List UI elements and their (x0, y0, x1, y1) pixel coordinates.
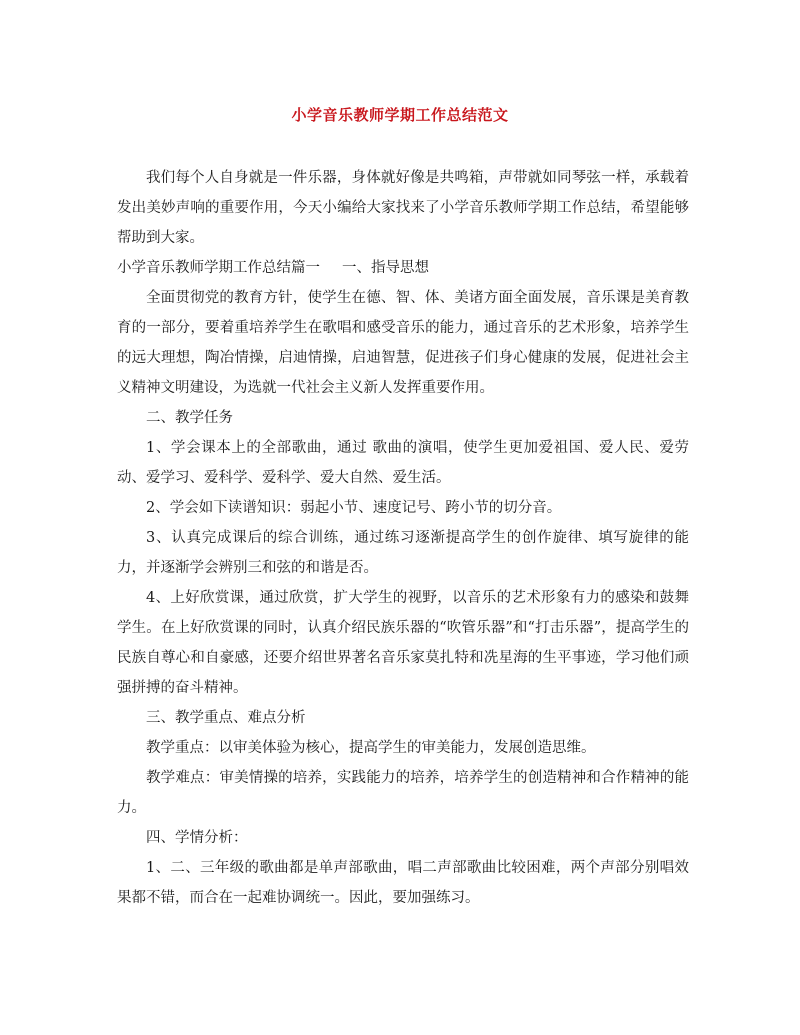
paragraph-student-analysis-1: 1、二、三年级的歌曲都是单声部歌曲，唱二声部歌曲比较困难，两个声部分别唱效果都不错，而合在一起难协调统一。因此，要加强练习。 (117, 860, 689, 906)
paragraph-guiding-thought: 全面贯彻党的教育方针，使学生在德、智、体、美诸方面全面发展，音乐课是美育教育的一部分，要着重培养学生在歌唱和感受音乐的能力，通过音乐的艺术形象，培养学生的远大理想，陶冶情操，启迪情操，启迪智慧，促进孩子们身心健康的发展，促进社会主义精神文明建设，为选就一代社会主义新人发挥重要作用。 (117, 290, 689, 396)
section-heading-subtitle: 一、指导思想 (342, 260, 429, 276)
heading-student-analysis: 四、学情分析： (146, 830, 248, 846)
document-body (117, 163, 689, 913)
paragraph-key-point: 教学重点：以审美体验为核心，提高学生的审美能力，发展创造思维。 (146, 740, 596, 756)
paragraph-task-2: 2、学会如下读谱知识：弱起小节、速度记号、跨小节的切分音。 (146, 500, 562, 516)
heading-key-points: 三、教学重点、难点分析 (146, 710, 306, 726)
paragraph-task-1: 1、学会课本上的全部歌曲，通过 歌曲的演唱，使学生更加爱祖国、爱人民、爱劳动、爱学习、爱科学、爱科学、爱大自然、爱生活。 (117, 440, 689, 486)
paragraph-task-4: 4、上好欣赏课，通过欣赏，扩大学生的视野，以音乐的艺术形象有力的感染和鼓舞学生。在上好欣赏课的同时，认真介绍民族乐器的“吹管乐器”和“打击乐器”，提高学生的民族自尊心和自豪感，还要介绍世界著名音乐家莫扎特和冼星海的生平事迹，学习他们顽强拼搏的奋斗精神。 (117, 590, 689, 696)
document-title: 小学音乐教师学期工作总结范文 (291, 106, 509, 124)
paragraph-difficulty: 教学难点：审美情操的培养，实践能力的培养，培养学生的创造精神和合作精神的能力。 (117, 770, 689, 816)
section-heading (117, 253, 689, 283)
paragraph-task-3: 3、认真完成课后的综合训练，通过练习逐渐提高学生的创作旋律、填写旋律的能力，并逐渐学会辨别三和弦的和谐是否。 (117, 530, 689, 576)
section-heading-title: 小学音乐教师学期工作总结篇一 (117, 260, 320, 276)
heading-teaching-tasks: 二、教学任务 (146, 410, 233, 426)
intro-paragraph: 我们每个人自身就是一件乐器，身体就好像是共鸣箱，声带就如同琴弦一样，承载着发出美妙声响的重要作用，今天小编给大家找来了小学音乐教师学期工作总结，希望能够帮助到大家。 (117, 170, 689, 246)
